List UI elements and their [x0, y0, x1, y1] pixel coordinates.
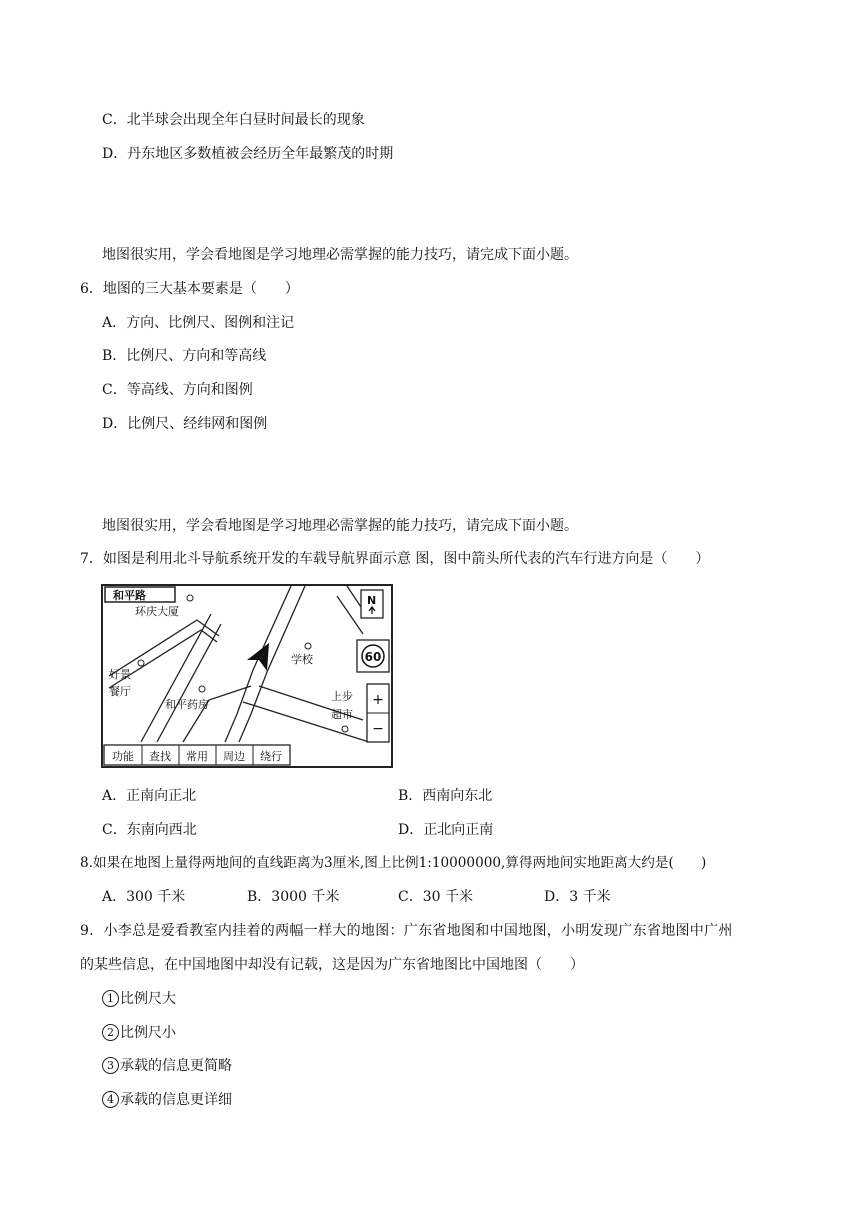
q7-option-c: C．东南向西北 — [102, 822, 197, 838]
place-haojing: 好景 — [109, 668, 131, 681]
toolbar-item-detour: 绕行 — [260, 750, 282, 763]
map-toolbar — [104, 745, 290, 765]
north-label: N — [367, 594, 377, 607]
place-marker — [187, 595, 193, 601]
speed-limit-value: 60 — [364, 650, 382, 664]
q5-option-c: C．北半球会出现全年白昼时间最长的现象 — [102, 112, 365, 128]
q6-option-a: A．方向、比例尺、图例和注记 — [102, 315, 295, 331]
q7-option-a: A．正南向正北 — [102, 788, 197, 804]
toolbar-item-common: 常用 — [186, 750, 208, 763]
place-shangbu: 上步 — [331, 690, 353, 703]
place-marker — [305, 643, 311, 649]
q7-stem: 7．如图是利用北斗导航系统开发的车载导航界面示意 图，图中箭头所代表的汽车行进方向是（ ） — [80, 551, 710, 567]
circled-number: 4 — [102, 1091, 119, 1108]
zoom-out-label: − — [372, 721, 384, 737]
circled-number: 3 — [102, 1057, 119, 1074]
toolbar-item-nearby: 周边 — [223, 750, 245, 763]
place-marker — [342, 726, 348, 732]
q9-item-text: 比例尺小 — [120, 1025, 176, 1041]
map-road-label: 和平路 — [113, 589, 146, 602]
q9-stem-line-1: 9．小李总是爱看教室内挂着的两幅一样大的地图：广东省地图和中国地图，小明发现广东省地图中广州 — [80, 923, 733, 939]
toolbar-item-search: 查找 — [149, 750, 171, 763]
q8-stem: 8.如果在地图上量得两地间的直线距离为3厘米,图上比例1:10000000,算得两地间实地距离大约是( ) — [80, 855, 707, 871]
q9-item-text: 承载的信息更简略 — [120, 1058, 232, 1074]
q9-item-1 — [102, 989, 176, 1009]
q9-item-2 — [102, 1023, 176, 1043]
zoom-in-label: + — [372, 692, 384, 708]
place-marker — [138, 660, 144, 666]
q8-option-c: C．30 千米 — [398, 889, 473, 905]
q5-option-d: D．丹东地区多数植被会经历全年最繁茂的时期 — [102, 146, 394, 162]
q9-item-3 — [102, 1056, 232, 1076]
q6-stem: 6．地图的三大基本要素是（ ） — [80, 281, 299, 297]
q6-option-c: C．等高线、方向和图例 — [102, 382, 253, 398]
place-huanqing: 环庆大厦 — [135, 605, 179, 618]
q8-option-d: D．3 千米 — [544, 889, 611, 905]
place-supermarket: 超市 — [331, 708, 353, 721]
q9-item-text: 承载的信息更详细 — [120, 1092, 232, 1108]
place-school: 学校 — [291, 653, 313, 666]
place-marker — [199, 686, 205, 692]
intro-text-2: 地图很实用，学会看地图是学习地理必需掌握的能力技巧，请完成下面小题。 — [102, 518, 578, 534]
circled-number: 1 — [102, 990, 119, 1007]
toolbar-item-function: 功能 — [112, 750, 134, 763]
place-heping-pharmacy: 和平药房 — [165, 698, 209, 711]
q8-option-a: A．300 千米 — [102, 889, 186, 905]
q9-item-text: 比例尺大 — [120, 991, 176, 1007]
q9-stem-line-2: 的某些信息，在中国地图中却没有记载，这是因为广东省地图比中国地图（ ） — [80, 957, 584, 973]
q6-option-d: D．比例尺、经纬网和图例 — [102, 416, 268, 432]
intro-text: 地图很实用，学会看地图是学习地理必需掌握的能力技巧，请完成下面小题。 — [102, 247, 578, 263]
navigation-map-figure — [101, 584, 393, 768]
circled-number: 2 — [102, 1024, 119, 1041]
q9-item-4 — [102, 1090, 232, 1110]
q7-option-b: B．西南向东北 — [398, 788, 493, 804]
q6-option-b: B．比例尺、方向和等高线 — [102, 348, 267, 364]
q7-option-d: D．正北向正南 — [398, 822, 494, 838]
q8-option-b: B．3000 千米 — [247, 889, 340, 905]
place-canting: 餐厅 — [109, 685, 131, 698]
